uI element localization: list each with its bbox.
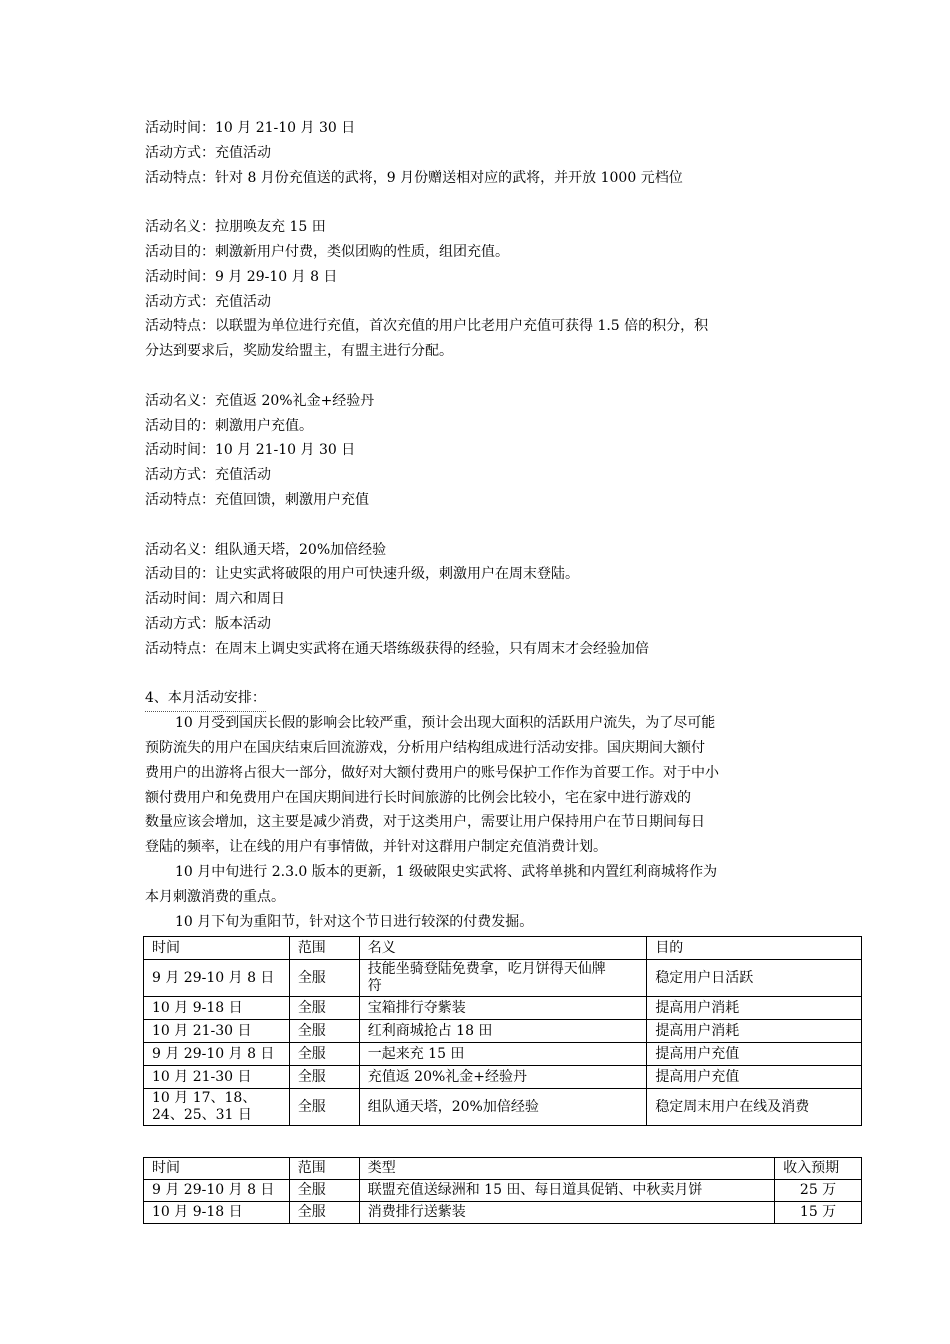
table-cell: 10 月 21-30 日: [144, 1020, 290, 1043]
table-cell: 提高用户消耗: [647, 997, 862, 1020]
paragraph-line: 预防流失的用户在国庆结束后回流游戏，分析用户结构组成进行活动安排。国庆期间大额付: [145, 739, 705, 756]
activity-plan-table: [143, 936, 862, 1126]
paragraph-1: [145, 711, 825, 860]
paragraph-line: 数量应该会增加，这主要是减少消费，对于这类用户，需要让用户保持用户在节日期间每日: [145, 814, 705, 831]
table-row: [144, 997, 862, 1020]
revenue-forecast-table: [143, 1157, 862, 1224]
activity-feature: 活动特点：针对 8 月份充值送的武将，9 月份赠送相对应的武将，并开放 1000 元档位: [145, 169, 683, 186]
table-cell: 全服: [289, 1089, 359, 1126]
activity-time: 活动时间：9 月 29-10 月 8 日: [145, 268, 338, 285]
header-cell: 时间: [144, 937, 290, 960]
activity-feature-cont: 分达到要求后，奖励发给盟主，有盟主进行分配。: [145, 343, 453, 360]
activity-block-1: [145, 116, 825, 190]
table-cell: 25 万: [775, 1180, 862, 1202]
table-row: [144, 1089, 862, 1126]
table-cell: 一起来充 15 田: [359, 1043, 647, 1066]
header-cell: 收入预期: [775, 1158, 862, 1180]
table-cell: 10 月 17、18、24、25、31 日: [144, 1089, 290, 1126]
paragraph-3: [145, 910, 825, 935]
activity-time: 活动时间：周六和周日: [145, 591, 285, 608]
activity-block-2: [145, 215, 825, 364]
table-header-row: [144, 937, 862, 960]
table-cell: 提高用户充值: [647, 1043, 862, 1066]
document-body: [145, 116, 825, 934]
table-cell: 联盟充值送绿洲和 15 田、每日道具促销、中秋卖月饼: [359, 1180, 774, 1202]
paragraph-line: 10 月中旬进行 2.3.0 版本的更新，1 级破限史实武将、武将单挑和内置红利商城将作为: [175, 863, 718, 880]
paragraph-2: [145, 860, 825, 910]
table-cell: 红利商城抢占 18 田: [359, 1020, 647, 1043]
activity-feature: 活动特点：以联盟为单位进行充值，首次充值的用户比老用户充值可获得 1.5 倍的积分，积: [145, 318, 709, 335]
table-row: [144, 1202, 862, 1224]
activity-time: 活动时间：10 月 21-10 月 30 日: [145, 442, 356, 459]
table-row: [144, 1020, 862, 1043]
activity-name: 活动名义：组队通天塔，20%加倍经验: [145, 541, 387, 558]
table-cell: 提高用户充值: [647, 1066, 862, 1089]
paragraph-line: 额付费用户和免费用户在国庆期间进行长时间旅游的比例会比较小，宅在家中进行游戏的: [145, 789, 691, 806]
activity-method: 活动方式：充值活动: [145, 144, 271, 161]
table-row: [144, 1043, 862, 1066]
header-cell: 范围: [289, 1158, 359, 1180]
table-cell: 组队通天塔，20%加倍经验: [359, 1089, 647, 1126]
table-cell: 9 月 29-10 月 8 日: [144, 1180, 290, 1202]
paragraph-line: 10 月受到国庆长假的影响会比较严重，预计会出现大面积的活跃用户流失，为了尽可能: [175, 715, 716, 732]
table-row: [144, 1180, 862, 1202]
table-cell: 全服: [289, 1066, 359, 1089]
section-heading: 4、本月活动安排：: [145, 686, 266, 712]
activity-purpose: 活动目的：刺激新用户付费，类似团购的性质，组团充值。: [145, 243, 509, 260]
table-cell: 9 月 29-10 月 8 日: [144, 960, 290, 997]
table-cell: 技能坐骑登陆免费拿，吃月饼得天仙牌符: [359, 960, 647, 997]
table-cell: 消费排行送紫装: [359, 1202, 774, 1224]
activity-method: 活动方式：充值活动: [145, 293, 271, 310]
table-cell: 稳定用户日活跃: [647, 960, 862, 997]
activity-name: 活动名义：拉朋唤友充 15 田: [145, 219, 326, 236]
table-cell: 充值返 20%礼金+经验丹: [359, 1066, 647, 1089]
table-header-row: [144, 1158, 862, 1180]
table-cell: 稳定周末用户在线及消费: [647, 1089, 862, 1126]
table-cell: 提高用户消耗: [647, 1020, 862, 1043]
table-row: [144, 960, 862, 997]
table-cell: 9 月 29-10 月 8 日: [144, 1043, 290, 1066]
activity-method: 活动方式：版本活动: [145, 615, 271, 632]
activity-name: 活动名义：充值返 20%礼金+经验丹: [145, 392, 375, 409]
activity-feature: 活动特点：充值回馈，刺激用户充值: [145, 491, 369, 508]
activity-purpose: 活动目的：刺激用户充值。: [145, 417, 313, 434]
table-cell: 全服: [289, 1180, 359, 1202]
table-cell: 10 月 9-18 日: [144, 1202, 290, 1224]
header-cell: 类型: [359, 1158, 774, 1180]
table-cell: 15 万: [775, 1202, 862, 1224]
paragraph-line: 费用户的出游将占很大一部分，做好对大额付费用户的账号保护工作作为首要工作。对于中小: [145, 764, 719, 781]
activity-method: 活动方式：充值活动: [145, 467, 271, 484]
activity-block-4: [145, 538, 825, 662]
activity-block-3: [145, 389, 825, 513]
paragraph-line: 登陆的频率，让在线的用户有事情做，并针对这群用户制定充值消费计划。: [145, 839, 607, 856]
table-cell: 10 月 9-18 日: [144, 997, 290, 1020]
activity-purpose: 活动目的：让史实武将破限的用户可快速升级，刺激用户在周末登陆。: [145, 566, 579, 583]
table-cell: 10 月 21-30 日: [144, 1066, 290, 1089]
table-cell: 全服: [289, 1020, 359, 1043]
header-cell: 范围: [289, 937, 359, 960]
activity-time: 活动时间：10 月 21-10 月 30 日: [145, 120, 356, 136]
paragraph-line: 本月刺激消费的重点。: [145, 888, 285, 905]
table-cell: 全服: [289, 1043, 359, 1066]
table-cell: 全服: [289, 960, 359, 997]
table-cell: 全服: [289, 997, 359, 1020]
header-cell: 名义: [359, 937, 647, 960]
header-cell: 目的: [647, 937, 862, 960]
table-cell: 全服: [289, 1202, 359, 1224]
table-cell: 宝箱排行夺紫装: [359, 997, 647, 1020]
activity-feature: 活动特点：在周末上调史实武将在通天塔练级获得的经验，只有周末才会经验加倍: [145, 640, 649, 657]
paragraph-line: 10 月下旬为重阳节，针对这个节日进行较深的付费发掘。: [175, 913, 534, 930]
table-row: [144, 1066, 862, 1089]
header-cell: 时间: [144, 1158, 290, 1180]
